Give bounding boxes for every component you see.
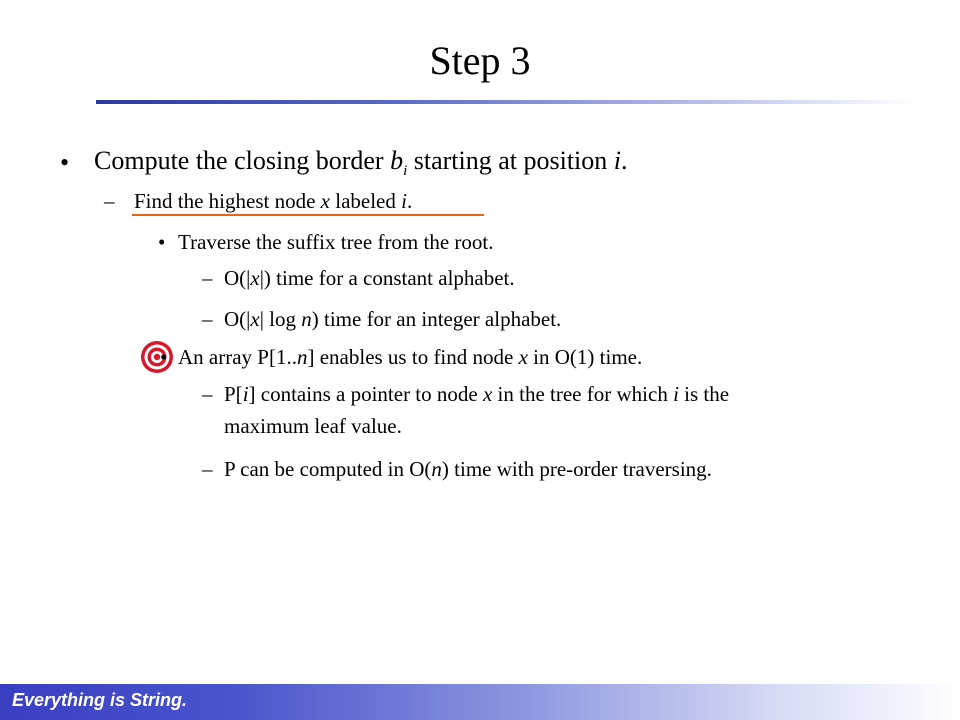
bullet-level3: Traverse the suffix tree from the root.	[178, 230, 494, 254]
bullet-level4-continuation: maximum leaf value.	[224, 414, 402, 438]
bullet-level3: An array P[1..n] enables us to find node x in O(1) time.	[178, 345, 643, 369]
title-divider	[96, 100, 916, 104]
bullet-level4: O(|x|) time for a constant alphabet.	[224, 266, 515, 290]
slide-title: Step 3	[429, 38, 531, 83]
target-icon	[140, 340, 174, 374]
bullet-symbol: •	[158, 230, 166, 254]
bullet-symbol: •	[160, 345, 168, 369]
bullet-level4: P[i] contains a pointer to node x in the tree for which i is the	[224, 382, 730, 406]
bullet-level1: Compute the closing border $b_i$ starting at position i.	[94, 146, 628, 180]
orange-underline	[132, 214, 484, 216]
bullet-symbol: •	[60, 148, 70, 177]
bullet-level4: O(|x| log n) time for an integer alphabet.	[224, 307, 562, 331]
bullet-level4: P can be computed in O(n) time with pre-order traversing.	[224, 457, 712, 481]
dash-symbol: –	[202, 457, 213, 481]
dash-symbol: –	[202, 382, 213, 406]
bullet-level2: Find the highest node x labeled i.	[134, 189, 413, 213]
dash-symbol: –	[202, 266, 213, 290]
footer-text: Everything is String.	[12, 690, 188, 710]
dash-symbol: –	[104, 189, 115, 213]
dash-symbol: –	[202, 307, 213, 331]
